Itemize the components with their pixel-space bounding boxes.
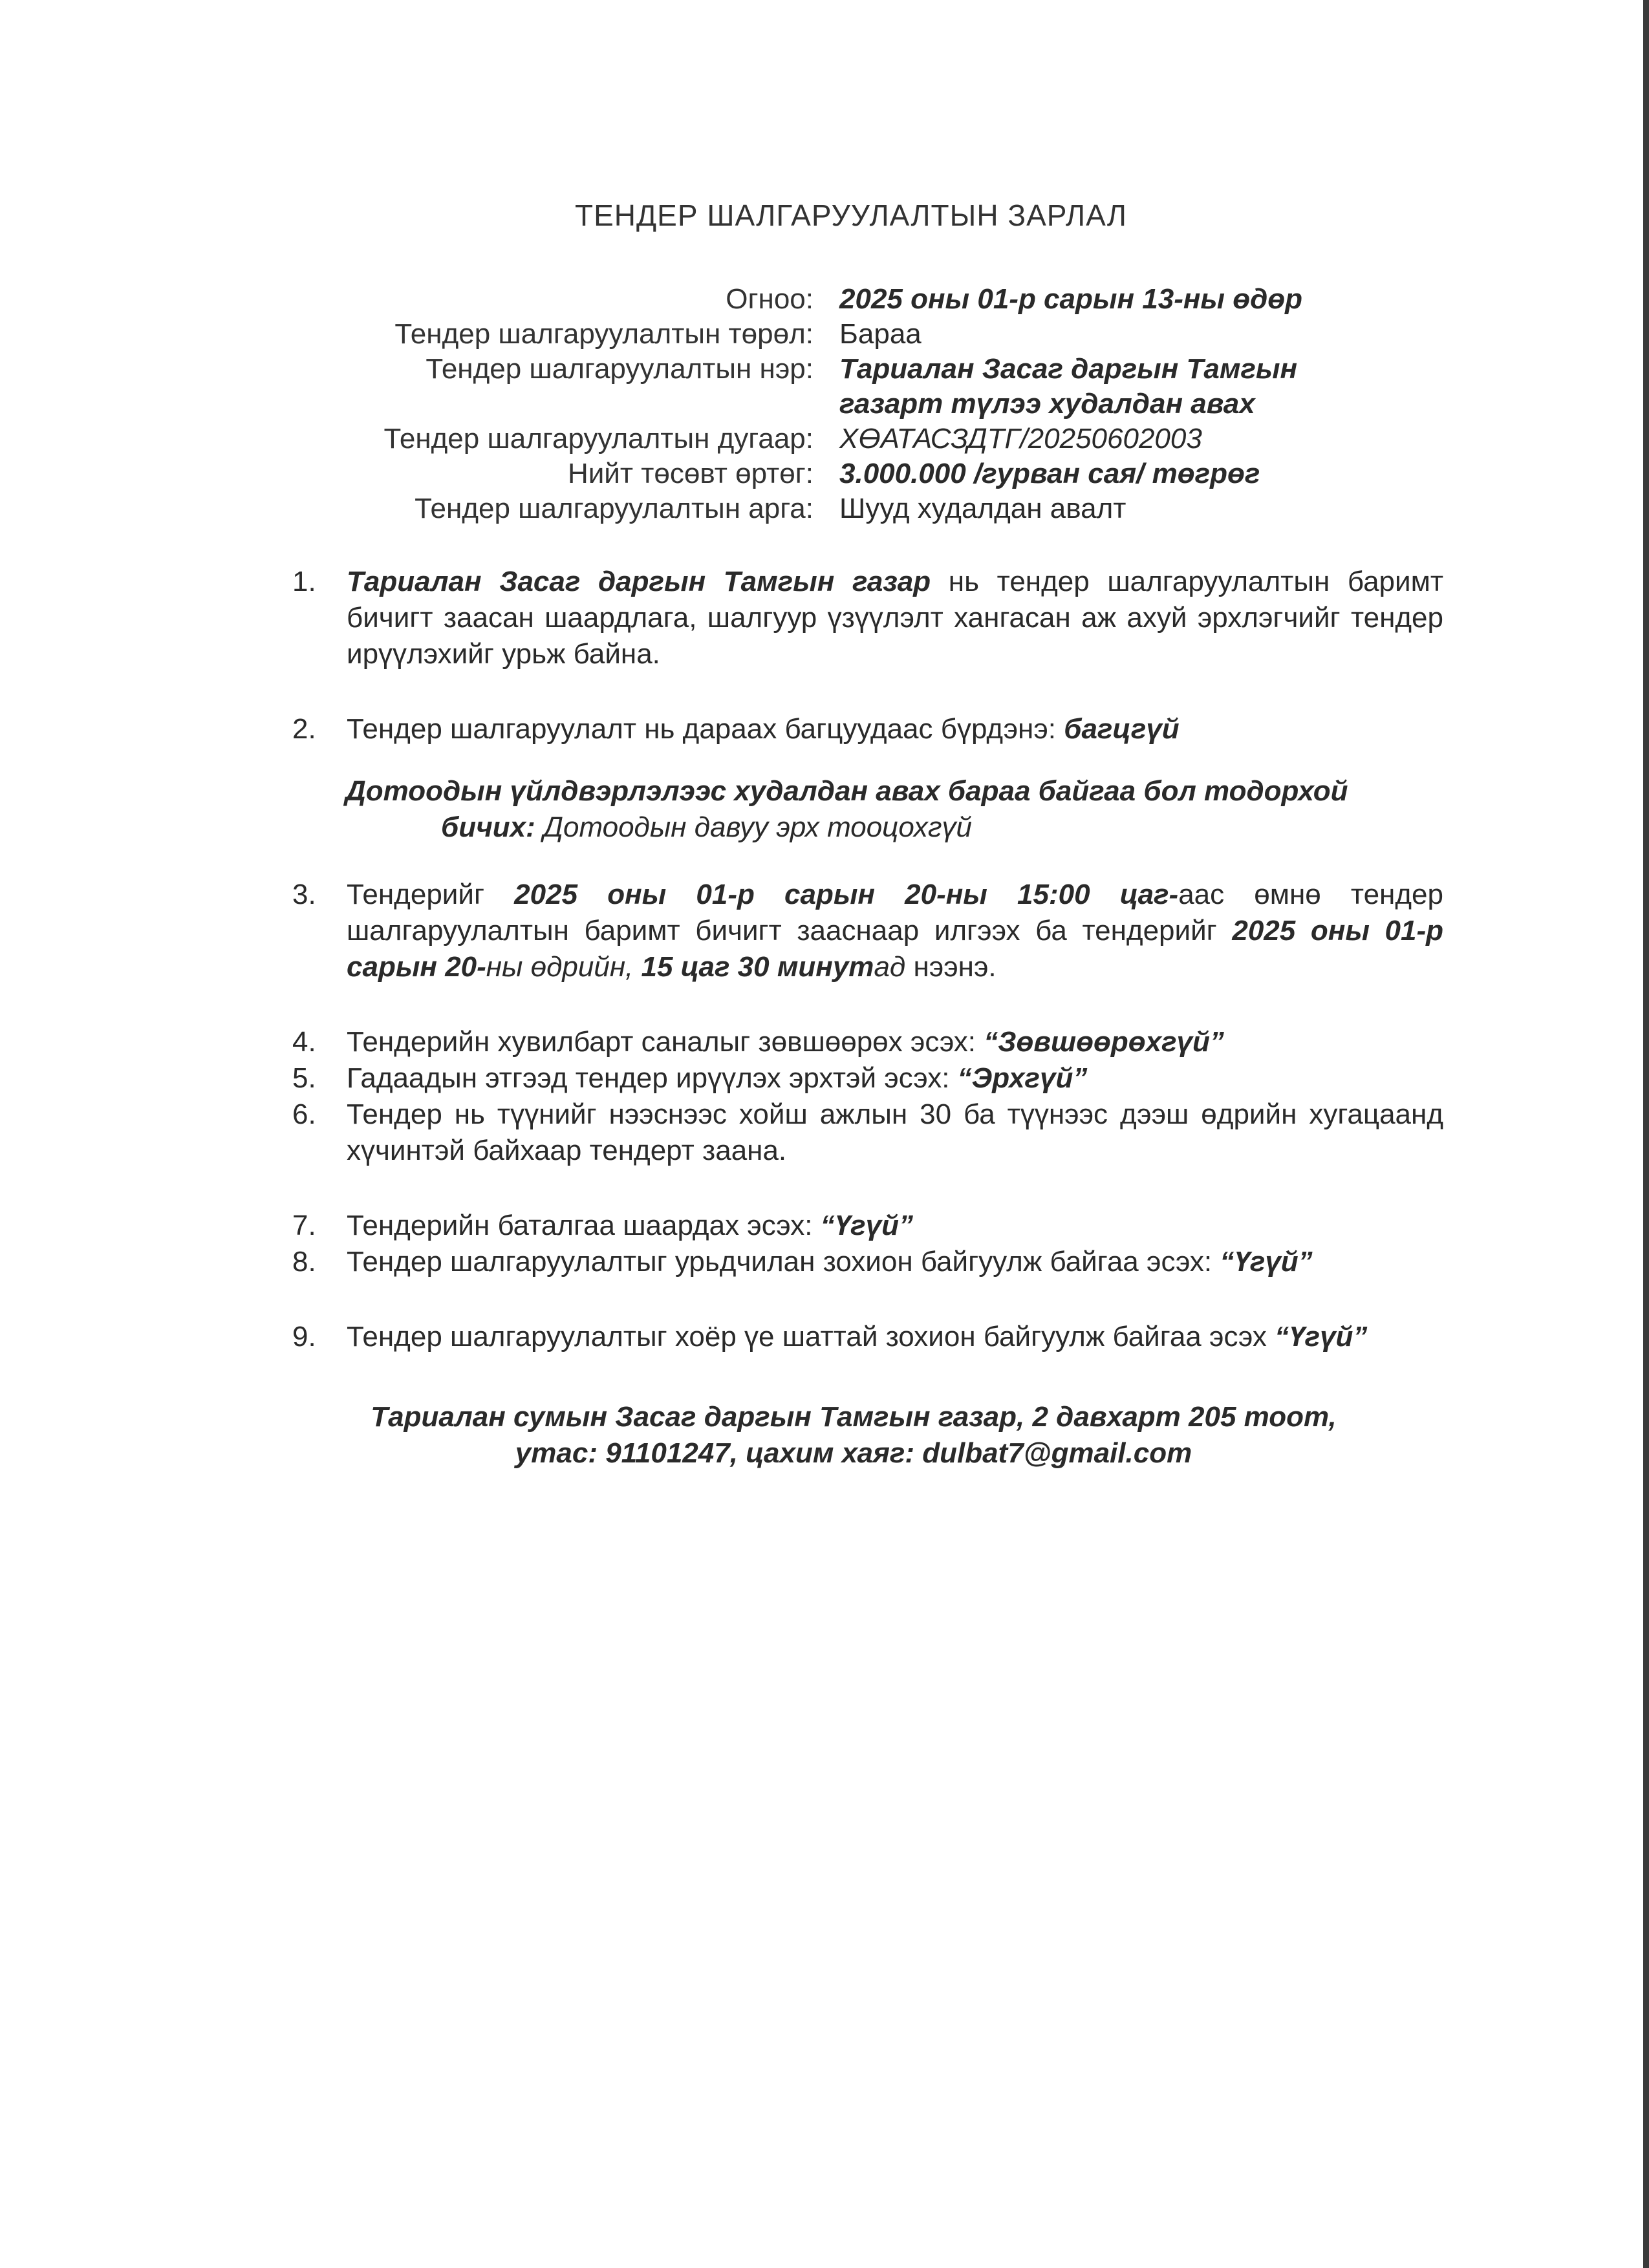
budget-value: 3.000.000 /гурван сая/ төгрөг bbox=[839, 458, 1260, 489]
date-label: Огноо: bbox=[726, 283, 814, 315]
document-title: ТЕНДЕР ШАЛГАРУУЛАЛТЫН ЗАРЛАЛ bbox=[575, 198, 1127, 232]
tender-info-table bbox=[0, 282, 1649, 526]
contact-address: Тариалан сумын Засаг даргын Тамгын газар, 2 давхарт 205 тоот, bbox=[371, 1401, 1337, 1433]
list-item-7: 7. Тендерийн баталгаа шаардах эсэх: “Үгүй” bbox=[292, 1210, 913, 1241]
info-row-name bbox=[0, 352, 1649, 422]
contact-phone-email: утас: 91101247, цахим хаяг: dulbat7@gmail.com bbox=[515, 1437, 1192, 1469]
number-value: ХӨАТАСЗДТГ/20250602003 bbox=[839, 423, 1202, 455]
name-value-line1: Тариалан Засаг даргын Тамгын bbox=[839, 353, 1298, 385]
method-label: Тендер шалгаруулалтын арга: bbox=[415, 493, 814, 524]
list-item-9: 9. Тендер шалгаруулалтыг хоёр үе шаттай зохион байгуулж байгаа эсэх “Үгүй” bbox=[292, 1321, 1368, 1353]
type-value: Бараа bbox=[839, 318, 921, 350]
name-value-line2: газарт түлээ худалдан авах bbox=[839, 388, 1255, 420]
list-item-2: 2. Тендер шалгаруулалт нь дараах багцуудаас бүрдэнэ: багцгүй bbox=[292, 713, 1180, 745]
list-item-5: 5. Гадаадын этгээд тендер ирүүлэх эрхтэй эсэх: “Эрхгүй” bbox=[292, 1062, 1088, 1094]
conditions-list-continued bbox=[292, 877, 1443, 1355]
info-row-type bbox=[0, 317, 1649, 352]
info-row-date bbox=[0, 282, 1649, 317]
name-value bbox=[839, 352, 1486, 422]
list-item-3: 3. Тендерийг 2025 оны 01-р сарын 20-ны 15:00 цаг-аас өмнө тендер шалгаруулалтын баримт бичигт зааснаар илгээх ба тендерийг 2025 оны 01-р сарын 20-ны өдрийн, 15 цаг 30 минутад нээнэ. bbox=[292, 879, 1444, 983]
type-label: Тендер шалгаруулалтын төрөл: bbox=[394, 318, 814, 350]
number-label: Тендер шалгаруулалтын дугаар: bbox=[383, 423, 814, 455]
date-value: 2025 оны 01-р сарын 13-ны өдөр bbox=[839, 283, 1303, 315]
list-item-8: 8. Тендер шалгаруулалтыг урьдчилан зохион байгуулж байгаа эсэх: “Үгүй” bbox=[292, 1246, 1313, 1278]
conditions-list bbox=[292, 564, 1443, 747]
contact-footer bbox=[0, 1399, 1649, 1471]
method-value: Шууд худалдан авалт bbox=[839, 493, 1126, 524]
domestic-preference-note: Дотоодын үйлдвэрлэлээс худалдан авах бараа байгаа бол тодорхой бичих: Дотоодын давуу эрх тооцохгүй bbox=[345, 775, 1348, 843]
name-label: Тендер шалгаруулалтын нэр: bbox=[426, 353, 814, 385]
budget-label: Нийт төсөвт өртөг: bbox=[567, 458, 814, 489]
info-row-number bbox=[0, 422, 1649, 456]
list-item-1: 1. Тариалан Засаг даргын Тамгын газар нь тендер шалгаруулалтын баримт бичигт заасан шаардлага, шалгуур үзүүлэлт хангасан аж ахуй эрхлэгчийг тендер ирүүлэхийг урьж байна. bbox=[292, 566, 1443, 670]
list-item-6: 6. Тендер нь түүнийг нээснээс хойш ажлын 30 ба түүнээс дээш өдрийн хугацаанд хүчинтэй байхаар тендерт заана. bbox=[292, 1098, 1443, 1166]
info-row-budget bbox=[0, 456, 1649, 491]
list-item-4: 4. Тендерийн хувилбарт саналыг зөвшөөрөх эсэх: “Зөвшөөрөхгүй” bbox=[292, 1026, 1224, 1058]
info-row-method bbox=[0, 491, 1649, 526]
